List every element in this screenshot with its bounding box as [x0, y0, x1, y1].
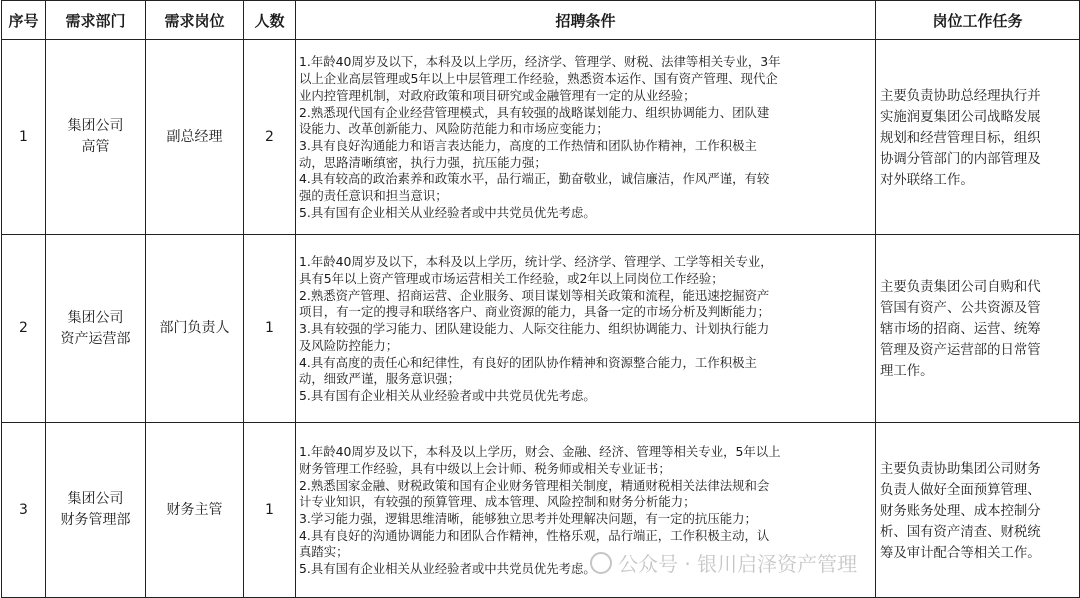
task-line: 财务账务处理、成本控制分	[880, 503, 1041, 519]
row-position: 部门负责人	[146, 235, 244, 423]
requirement-line: 动，细致严谨，服务意识强；	[299, 371, 461, 387]
row-department	[46, 235, 146, 423]
task-line: 管理及资产运营部的日常管	[880, 343, 1041, 358]
department-line: 资产运营部	[60, 330, 131, 347]
wechat-icon	[590, 552, 612, 574]
row-requirements	[296, 40, 876, 235]
task-line: 析、国有资产清查、财税统	[880, 524, 1041, 540]
header-count: 人数	[244, 1, 296, 40]
department-line: 高管	[81, 139, 110, 155]
requirement-line: 5.具有国有企业相关从业经验者或中共党员优先考虑。	[299, 204, 596, 220]
requirement-line: 4.具有高度的责任心和纪律性，有良好的团队协作精神和资源整合能力，工作积极主	[299, 354, 757, 370]
watermark-text: 公众号 · 银川启泽资产管理	[618, 552, 858, 576]
task-line: 主要负责集团公司自购和代	[880, 280, 1041, 295]
task-line: 对外联络工作。	[880, 172, 974, 188]
requirement-line: 4.具有良好的沟通协调能力和团队合作精神，性格乐观，品行端正，工作积极主动，认	[299, 527, 770, 543]
recruitment-table	[1, 0, 1080, 598]
department-line: 财务管理部	[60, 512, 131, 528]
requirement-line: 3.具有良好沟通能力和语言表达能力，高度的工作热情和团队协作精神，工作积极主	[299, 138, 757, 153]
task-line: 主要负责协助总经理执行并	[880, 88, 1041, 104]
row-count: 1	[244, 423, 296, 598]
row-position: 财务主管	[146, 423, 244, 598]
requirement-line: 2.熟悉国家金融、财税政策和国有企业财务管理相关制度，精通财税相关法律法规和会	[299, 477, 770, 493]
row-number: 2	[2, 235, 46, 423]
row-number: 3	[2, 423, 46, 598]
requirement-line: 计专业知识，有较强的预算管理、成本管理、风险控制和财务分析能力；	[299, 494, 696, 510]
table-row	[2, 423, 1080, 598]
requirement-line: 项目，有一定的搜寻和联络客户、商业资源的能力，具备一定的市场分析及判断能力；	[299, 304, 770, 320]
requirement-line: 1.年龄40周岁及以下，本科及以上学历，统计学、经济学、管理学、工学等相关专业，	[299, 254, 773, 270]
header-tasks: 岗位工作任务	[876, 1, 1080, 40]
requirement-line: 3.具有较强的学习能力、团队建设能力、人际交往能力、组织协调能力、计划执行能力	[299, 321, 770, 337]
row-requirements	[296, 235, 876, 423]
requirement-line: 具有5年以上资产管理或市场运营相关工作经验，或2年以上同岗位工作经验；	[299, 271, 724, 287]
task-line: 协调分管部门的内部管理及	[880, 151, 1041, 167]
task-line: 管国有资产、公共资源及管	[880, 301, 1041, 316]
requirement-line: 2.熟悉资产管理、招商运营、企业服务、项目谋划等相关政策和流程，能迅速挖掘资产	[299, 287, 770, 303]
row-department	[46, 40, 146, 235]
row-number: 1	[2, 40, 46, 235]
task-line: 理工作。	[880, 364, 934, 379]
row-position: 副总经理	[146, 40, 244, 235]
requirement-line: 动，思路清晰缜密，执行力强，抗压能力强；	[299, 154, 547, 170]
header-number: 序号	[2, 1, 46, 40]
task-line: 筹及审计配合等相关工作。	[880, 545, 1041, 561]
requirement-line: 1.年龄40周岁及以下，本科及以上学历，经济学、管理学、财税、法律等相关专业，3年	[299, 54, 781, 70]
requirement-line: 5.具有国有企业相关从业经验者或中共党员优先考虑。	[299, 561, 596, 577]
requirement-line: 财务管理工作经验，具有中级以上会计师、税务师或相关专业证书；	[299, 460, 671, 476]
requirement-line: 强的责任意识和担当意识；	[299, 188, 448, 204]
watermark	[590, 548, 857, 577]
requirement-line: 1.年龄40周岁及以下，本科及以上学历，财会、金融、经济、管理等相关专业，5年以上	[299, 444, 781, 460]
row-tasks	[876, 423, 1080, 598]
task-line: 规划和经营管理目标，组织	[880, 130, 1041, 146]
row-department	[46, 423, 146, 598]
department-line: 集团公司	[67, 309, 124, 326]
header-department: 需求部门	[46, 1, 146, 40]
requirement-line: 以上企业高层管理或5年以上中层管理工作经验，熟悉资本运作、国有资产管理、现代企	[299, 71, 778, 87]
row-tasks	[876, 40, 1080, 235]
task-line: 负责人做好全面预算管理、	[880, 482, 1041, 498]
row-count: 1	[244, 235, 296, 423]
requirement-line: 4.具有较高的政治素养和政策水平，品行端正，勤奋敬业，诚信廉洁，作风严谨，有较	[299, 171, 770, 187]
row-tasks	[876, 235, 1080, 423]
requirement-line: 3.学习能力强，逻辑思维清晰，能够独立思考并处理解决问题，有一定的抗压能力；	[299, 511, 757, 526]
table-row	[2, 40, 1080, 235]
requirement-line: 业内控管理机制，对政府政策和项目研究或金融管理有一定的从业经验；	[299, 87, 696, 103]
header-position: 需求岗位	[146, 1, 244, 40]
task-line: 辖市场的招商、运营、统筹	[880, 322, 1041, 337]
task-line: 主要负责协助集团公司财务	[880, 461, 1041, 477]
requirement-line: 真踏实；	[299, 544, 349, 560]
header-row	[2, 1, 1080, 40]
requirement-line: 及风险防控能力；	[299, 337, 399, 353]
header-requirements: 招聘条件	[296, 1, 876, 40]
requirement-line: 2.熟悉现代国有企业经营管理模式，具有较强的战略谋划能力、组织协调能力、团队建	[299, 104, 770, 120]
department-line: 集团公司	[67, 491, 124, 507]
requirement-line: 设能力、改革创新能力、风险防范能力和市场应变能力；	[299, 121, 609, 137]
table-row	[2, 235, 1080, 423]
department-line: 集团公司	[67, 118, 124, 134]
requirement-line: 5.具有国有企业相关从业经验者或中共党员优先考虑。	[299, 387, 596, 403]
row-count: 2	[244, 40, 296, 235]
task-line: 实施润夏集团公司战略发展	[880, 109, 1041, 125]
